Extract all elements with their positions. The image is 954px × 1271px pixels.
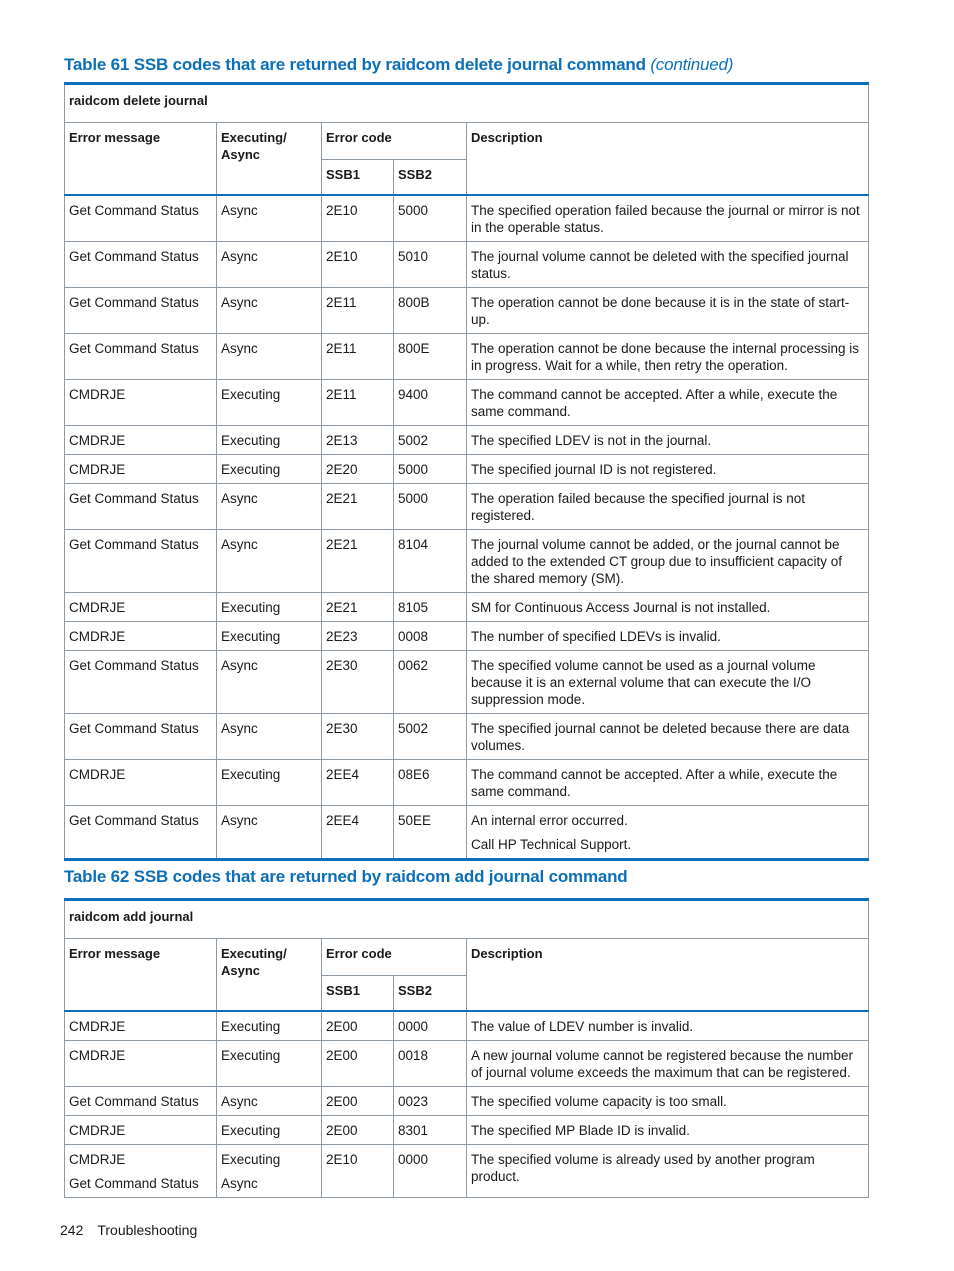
executing-async-cell xyxy=(217,651,322,714)
table-row xyxy=(65,1087,869,1116)
description-cell-text: The specified volume cannot be used as a journal volume because it is an external volume that can execute the I/O suppression mode. xyxy=(471,658,816,707)
error-message-cell xyxy=(65,195,217,242)
error-message-cell-text: CMDRJE xyxy=(69,1019,126,1034)
ssb2-cell-text: 0008 xyxy=(398,629,429,644)
error-message-cell xyxy=(65,1145,217,1198)
page-footer xyxy=(60,1222,211,1238)
ssb2-cell xyxy=(394,593,467,622)
description-cell-text: The journal volume cannot be added, or the journal cannot be added to the extended CT group due to insufficient capacity of the shared memory (SM). xyxy=(471,537,843,586)
error-message-cell xyxy=(65,334,217,380)
ssb2-cell-text: 9400 xyxy=(398,387,429,402)
ssb2-cell-text: 800B xyxy=(398,295,430,310)
executing-async-cell xyxy=(217,530,322,593)
description-cell xyxy=(467,380,869,426)
header-ssb2: SSB2 xyxy=(394,160,467,196)
ssb1-cell xyxy=(322,380,394,426)
executing-async-cell-text: Executing xyxy=(221,1123,281,1138)
ssb2-cell-text: 08E6 xyxy=(398,767,430,782)
executing-async-cell xyxy=(217,334,322,380)
executing-async-cell xyxy=(217,1041,322,1087)
error-message-cell-text: Get Command Status xyxy=(69,295,199,310)
description-cell-text: The number of specified LDEVs is invalid. xyxy=(471,629,721,644)
error-message-cell xyxy=(65,622,217,651)
error-message-cell xyxy=(65,242,217,288)
description-cell-text: The specified MP Blade ID is invalid. xyxy=(471,1123,690,1138)
table-row xyxy=(65,195,869,242)
ssb2-cell-text: 800E xyxy=(398,341,430,356)
table-row xyxy=(65,593,869,622)
description-cell xyxy=(467,1011,869,1041)
error-message-cell-text: CMDRJE xyxy=(69,600,126,615)
ssb1-cell-text: 2E11 xyxy=(326,341,357,356)
caption-text: Table 62 SSB codes that are returned by raidcom add journal command xyxy=(64,867,628,886)
executing-async-cell-text-2: Async xyxy=(221,1176,258,1191)
ssb1-cell-text: 2E10 xyxy=(326,203,358,218)
description-cell xyxy=(467,622,869,651)
description-cell xyxy=(467,484,869,530)
description-cell xyxy=(467,1145,869,1198)
ssb2-cell-text: 8301 xyxy=(398,1123,429,1138)
ssb1-cell xyxy=(322,1011,394,1041)
ssb2-cell xyxy=(394,195,467,242)
ssb1-cell xyxy=(322,334,394,380)
table-row xyxy=(65,1145,869,1198)
description-cell xyxy=(467,242,869,288)
table-row xyxy=(65,426,869,455)
header-error-code: Error code xyxy=(322,123,467,160)
description-cell xyxy=(467,1087,869,1116)
ssb1-cell-text: 2E10 xyxy=(326,1152,358,1167)
table-row xyxy=(65,288,869,334)
executing-async-cell-text: Executing xyxy=(221,1019,281,1034)
ssb2-cell-text: 0023 xyxy=(398,1094,429,1109)
executing-async-cell-text: Executing xyxy=(221,767,281,782)
ssb1-cell xyxy=(322,530,394,593)
command-header: raidcom add journal xyxy=(65,900,869,939)
executing-async-cell xyxy=(217,426,322,455)
description-cell xyxy=(467,1041,869,1087)
table-61-caption xyxy=(64,55,733,75)
description-cell-text: The specified volume is already used by another program product. xyxy=(471,1152,815,1184)
table-row xyxy=(65,806,869,860)
header-error-code: Error code xyxy=(322,939,467,976)
error-message-cell-text: Get Command Status xyxy=(69,491,199,506)
ssb2-cell xyxy=(394,1145,467,1198)
ssb2-cell xyxy=(394,714,467,760)
header-executing-async: Executing/ Async xyxy=(217,123,322,196)
ssb1-cell xyxy=(322,1116,394,1145)
table-61 xyxy=(64,82,869,861)
description-cell-text-2: Call HP Technical Support. xyxy=(471,837,632,852)
ssb2-cell xyxy=(394,530,467,593)
table-row xyxy=(65,484,869,530)
ssb1-cell-text: 2E20 xyxy=(326,462,358,477)
executing-async-cell-text: Async xyxy=(221,721,258,736)
table-row xyxy=(65,455,869,484)
ssb1-cell xyxy=(322,651,394,714)
description-cell xyxy=(467,426,869,455)
ssb2-cell-text: 0018 xyxy=(398,1048,429,1063)
ssb1-cell-text: 2E10 xyxy=(326,249,358,264)
ssb1-cell xyxy=(322,484,394,530)
ssb2-cell-text: 5000 xyxy=(398,462,429,477)
ssb1-cell-text: 2E11 xyxy=(326,387,357,402)
description-cell xyxy=(467,195,869,242)
description-cell xyxy=(467,288,869,334)
error-message-cell-text: Get Command Status xyxy=(69,658,199,673)
error-message-cell xyxy=(65,760,217,806)
executing-async-cell-text: Async xyxy=(221,1094,258,1109)
table-row xyxy=(65,622,869,651)
ssb2-cell xyxy=(394,651,467,714)
ssb2-cell-text: 0062 xyxy=(398,658,429,673)
ssb2-cell xyxy=(394,455,467,484)
ssb1-cell-text: 2E11 xyxy=(326,295,357,310)
ssb1-cell xyxy=(322,242,394,288)
table-row xyxy=(65,1011,869,1041)
description-cell xyxy=(467,760,869,806)
ssb1-cell xyxy=(322,622,394,651)
description-cell xyxy=(467,455,869,484)
description-cell-text: An internal error occurred. xyxy=(471,813,628,828)
error-message-cell xyxy=(65,651,217,714)
executing-async-cell xyxy=(217,288,322,334)
error-message-cell xyxy=(65,1041,217,1087)
ssb2-cell-text: 5002 xyxy=(398,721,429,736)
executing-async-cell-text: Async xyxy=(221,203,258,218)
header-description: Description xyxy=(467,123,869,196)
ssb2-cell-text: 8105 xyxy=(398,600,429,615)
error-message-cell xyxy=(65,1011,217,1041)
ssb2-cell-text: 50EE xyxy=(398,813,432,828)
executing-async-cell xyxy=(217,380,322,426)
ssb1-cell-text: 2E00 xyxy=(326,1048,358,1063)
ssb1-cell-text: 2EE4 xyxy=(326,767,360,782)
executing-async-cell xyxy=(217,242,322,288)
description-cell xyxy=(467,530,869,593)
table-62-caption xyxy=(64,867,628,887)
description-cell-text: The operation cannot be done because it is in the state of start-up. xyxy=(471,295,850,327)
ssb2-cell-text: 0000 xyxy=(398,1019,429,1034)
error-message-cell xyxy=(65,806,217,860)
description-cell-text: The specified journal cannot be deleted because there are data volumes. xyxy=(471,721,850,753)
error-message-cell-text: CMDRJE xyxy=(69,1048,126,1063)
error-message-cell xyxy=(65,530,217,593)
error-message-cell xyxy=(65,455,217,484)
ssb2-cell-text: 5010 xyxy=(398,249,429,264)
error-message-cell-text: Get Command Status xyxy=(69,813,199,828)
ssb1-cell-text: 2E21 xyxy=(326,600,358,615)
executing-async-cell-text: Executing xyxy=(221,462,281,477)
executing-async-cell-text: Executing xyxy=(221,1152,281,1167)
error-message-cell-text: CMDRJE xyxy=(69,462,126,477)
table-row xyxy=(65,651,869,714)
error-message-cell xyxy=(65,426,217,455)
error-message-cell xyxy=(65,288,217,334)
executing-async-cell xyxy=(217,593,322,622)
table-row xyxy=(65,334,869,380)
ssb1-cell xyxy=(322,760,394,806)
error-message-cell-text: CMDRJE xyxy=(69,387,126,402)
table-row xyxy=(65,380,869,426)
header-error-message: Error message xyxy=(65,123,217,196)
executing-async-cell-text: Async xyxy=(221,491,258,506)
table-row xyxy=(65,530,869,593)
description-cell-text: SM for Continuous Access Journal is not installed. xyxy=(471,600,771,615)
error-message-cell-text: Get Command Status xyxy=(69,249,199,264)
executing-async-cell xyxy=(217,622,322,651)
description-cell-text: A new journal volume cannot be registered because the number of journal volume exceeds the maximum that can be registered. xyxy=(471,1048,853,1080)
error-message-cell-text: Get Command Status xyxy=(69,721,199,736)
error-message-cell-text: Get Command Status xyxy=(69,537,199,552)
executing-async-cell xyxy=(217,195,322,242)
ssb1-cell xyxy=(322,426,394,455)
error-message-cell-text-2: Get Command Status xyxy=(69,1176,199,1191)
ssb2-cell xyxy=(394,622,467,651)
error-message-cell xyxy=(65,380,217,426)
header-error-message: Error message xyxy=(65,939,217,1012)
ssb1-cell xyxy=(322,714,394,760)
ssb1-cell-text: 2E00 xyxy=(326,1123,358,1138)
ssb1-cell-text: 2E23 xyxy=(326,629,358,644)
ssb2-cell-text: 5002 xyxy=(398,433,429,448)
header-ssb2: SSB2 xyxy=(394,976,467,1012)
header-ssb1: SSB1 xyxy=(322,976,394,1012)
executing-async-cell xyxy=(217,806,322,860)
executing-async-cell xyxy=(217,1087,322,1116)
ssb2-cell xyxy=(394,1116,467,1145)
executing-async-cell-text: Async xyxy=(221,658,258,673)
ssb1-cell xyxy=(322,1041,394,1087)
error-message-cell xyxy=(65,1087,217,1116)
command-header: raidcom delete journal xyxy=(65,84,869,123)
description-cell xyxy=(467,806,869,860)
executing-async-cell-text: Executing xyxy=(221,629,281,644)
ssb1-cell-text: 2E30 xyxy=(326,721,358,736)
header-executing-async: Executing/ Async xyxy=(217,939,322,1012)
error-message-cell xyxy=(65,714,217,760)
ssb1-cell xyxy=(322,288,394,334)
description-cell-text: The operation cannot be done because the internal processing is in progress. Wait for a while, then retry the operation. xyxy=(471,341,860,373)
description-cell xyxy=(467,334,869,380)
table-row xyxy=(65,760,869,806)
description-cell-text: The specified operation failed because the journal or mirror is not in the operable status. xyxy=(471,203,860,235)
executing-async-cell xyxy=(217,484,322,530)
executing-async-cell-text: Async xyxy=(221,249,258,264)
table-row xyxy=(65,1116,869,1145)
executing-async-cell-text: Executing xyxy=(221,600,281,615)
executing-async-cell-text: Async xyxy=(221,537,258,552)
ssb2-cell xyxy=(394,380,467,426)
ssb1-cell-text: 2E21 xyxy=(326,491,358,506)
ssb1-cell-text: 2EE4 xyxy=(326,813,360,828)
error-message-cell xyxy=(65,593,217,622)
ssb2-cell-text: 0000 xyxy=(398,1152,429,1167)
caption-continued: (continued) xyxy=(650,55,734,74)
description-cell-text: The command cannot be accepted. After a while, execute the same command. xyxy=(471,387,838,419)
ssb2-cell-text: 5000 xyxy=(398,203,429,218)
description-cell xyxy=(467,593,869,622)
ssb2-cell xyxy=(394,1041,467,1087)
error-message-cell-text: CMDRJE xyxy=(69,1152,126,1167)
error-message-cell xyxy=(65,1116,217,1145)
table-row xyxy=(65,1041,869,1087)
ssb2-cell-text: 8104 xyxy=(398,537,429,552)
ssb1-cell xyxy=(322,455,394,484)
error-message-cell-text: Get Command Status xyxy=(69,1094,199,1109)
executing-async-cell xyxy=(217,714,322,760)
ssb1-cell-text: 2E30 xyxy=(326,658,358,673)
ssb1-cell-text: 2E00 xyxy=(326,1094,358,1109)
ssb2-cell xyxy=(394,288,467,334)
description-cell xyxy=(467,1116,869,1145)
executing-async-cell-text: Executing xyxy=(221,1048,281,1063)
ssb2-cell-text: 5000 xyxy=(398,491,429,506)
error-message-cell-text: CMDRJE xyxy=(69,767,126,782)
table-row xyxy=(65,714,869,760)
error-message-cell xyxy=(65,484,217,530)
description-cell-text: The specified LDEV is not in the journal. xyxy=(471,433,712,448)
executing-async-cell-text: Async xyxy=(221,295,258,310)
executing-async-cell xyxy=(217,1011,322,1041)
description-cell-text: The specified volume capacity is too small. xyxy=(471,1094,727,1109)
page-number: 242 xyxy=(60,1222,84,1238)
executing-async-cell-text: Executing xyxy=(221,433,281,448)
error-message-cell-text: CMDRJE xyxy=(69,629,126,644)
ssb1-cell xyxy=(322,1087,394,1116)
table-row xyxy=(65,242,869,288)
executing-async-cell xyxy=(217,760,322,806)
description-cell-text: The specified journal ID is not registered. xyxy=(471,462,717,477)
description-cell-text: The operation failed because the specified journal is not registered. xyxy=(471,491,805,523)
error-message-cell-text: CMDRJE xyxy=(69,433,126,448)
ssb2-cell xyxy=(394,242,467,288)
header-description: Description xyxy=(467,939,869,1012)
executing-async-cell xyxy=(217,1116,322,1145)
ssb2-cell xyxy=(394,334,467,380)
ssb1-cell xyxy=(322,1145,394,1198)
table-62 xyxy=(64,898,869,1198)
ssb1-cell-text: 2E21 xyxy=(326,537,358,552)
executing-async-cell-text: Executing xyxy=(221,387,281,402)
error-message-cell-text: Get Command Status xyxy=(69,203,199,218)
ssb1-cell-text: 2E00 xyxy=(326,1019,358,1034)
ssb2-cell xyxy=(394,760,467,806)
description-cell-text: The journal volume cannot be deleted with the specified journal status. xyxy=(471,249,849,281)
ssb1-cell xyxy=(322,195,394,242)
description-cell-text: The command cannot be accepted. After a while, execute the same command. xyxy=(471,767,838,799)
ssb1-cell xyxy=(322,593,394,622)
ssb2-cell xyxy=(394,1011,467,1041)
error-message-cell-text: CMDRJE xyxy=(69,1123,126,1138)
ssb1-cell-text: 2E13 xyxy=(326,433,358,448)
ssb1-cell xyxy=(322,806,394,860)
section-name: Troubleshooting xyxy=(97,1222,198,1238)
ssb2-cell xyxy=(394,806,467,860)
description-cell-text: The value of LDEV number is invalid. xyxy=(471,1019,694,1034)
ssb2-cell xyxy=(394,426,467,455)
executing-async-cell-text: Async xyxy=(221,341,258,356)
executing-async-cell xyxy=(217,1145,322,1198)
executing-async-cell-text: Async xyxy=(221,813,258,828)
header-ssb1: SSB1 xyxy=(322,160,394,196)
executing-async-cell xyxy=(217,455,322,484)
ssb2-cell xyxy=(394,1087,467,1116)
caption-text: Table 61 SSB codes that are returned by raidcom delete journal command xyxy=(64,55,646,74)
error-message-cell-text: Get Command Status xyxy=(69,341,199,356)
ssb2-cell xyxy=(394,484,467,530)
description-cell xyxy=(467,651,869,714)
description-cell xyxy=(467,714,869,760)
